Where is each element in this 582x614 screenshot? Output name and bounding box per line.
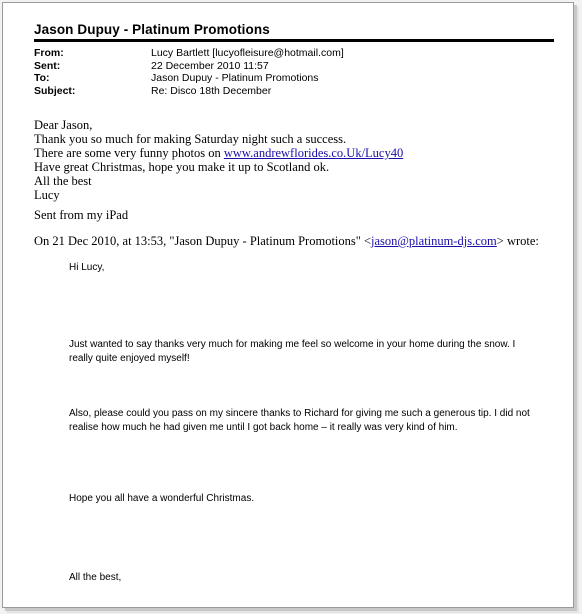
email-printout <box>2 2 574 608</box>
quoted-paragraph-1-line-2: really quite enjoyed myself! <box>69 353 190 364</box>
reply-line-5: Lucy <box>34 188 60 202</box>
quoted-sender-email-link[interactable]: jason@platinum-djs.com <box>371 234 497 248</box>
reply-line-3: Have great Christmas, hope you make it up to Scotland ok. <box>34 160 330 174</box>
to-value: Jason Dupuy - Platinum Promotions <box>151 72 319 84</box>
reply-line-4: All the best <box>34 174 92 188</box>
reply-body <box>34 118 403 202</box>
reply-line-2-text: There are some very funny photos on <box>34 146 224 160</box>
reply-signature: Sent from my iPad <box>34 208 129 222</box>
quoted-greeting: Hi Lucy, <box>69 262 105 273</box>
from-value: Lucy Bartlett [lucyofleisure@hotmail.com] <box>151 47 344 59</box>
quoted-paragraph-2-line-1: Also, please could you pass on my sincere thanks to Richard for giving me such a generous tip. I did not <box>69 408 530 419</box>
photos-link[interactable]: www.andrewflorides.co.Uk/Lucy40 <box>223 146 404 160</box>
email-header-fields <box>34 47 344 97</box>
reply-greeting: Dear Jason, <box>34 118 93 132</box>
reply-line-2 <box>34 146 403 160</box>
header-row-subject <box>34 85 344 98</box>
quote-intro-text: On 21 Dec 2010, at 13:53, "Jason Dupuy - Platinum Promotions" < <box>34 234 372 248</box>
subject-label: Subject: <box>34 84 76 97</box>
quoted-paragraph-2-line-2: realise how much he had given me until I got back home – it really was very kind of him. <box>69 422 458 433</box>
to-label: To: <box>34 72 50 84</box>
reply-line-1: Thank you so much for making Saturday night such a success. <box>34 132 347 146</box>
title-divider <box>34 39 554 42</box>
quoted-closing: All the best, <box>69 572 122 583</box>
quoted-paragraph-3: Hope you all have a wonderful Christmas. <box>69 493 255 504</box>
quoted-paragraph-1 <box>69 338 515 366</box>
quoted-paragraph-1-line-1: Just wanted to say thanks very much for making me feel so welcome in your home during the snow. I <box>69 339 516 350</box>
quoted-paragraph-2 <box>69 407 530 435</box>
from-label: From: <box>34 47 64 59</box>
email-title: Jason Dupuy - Platinum Promotions <box>34 22 270 37</box>
sent-value: 22 December 2010 11:57 <box>151 59 269 72</box>
header-row-from <box>34 47 344 60</box>
quote-intro-suffix: > wrote: <box>496 234 539 248</box>
quote-intro <box>34 234 539 248</box>
subject-value: Re: Disco 18th December <box>151 84 272 97</box>
sent-label: Sent: <box>34 59 61 72</box>
header-row-sent <box>34 60 344 73</box>
header-row-to <box>34 72 344 85</box>
